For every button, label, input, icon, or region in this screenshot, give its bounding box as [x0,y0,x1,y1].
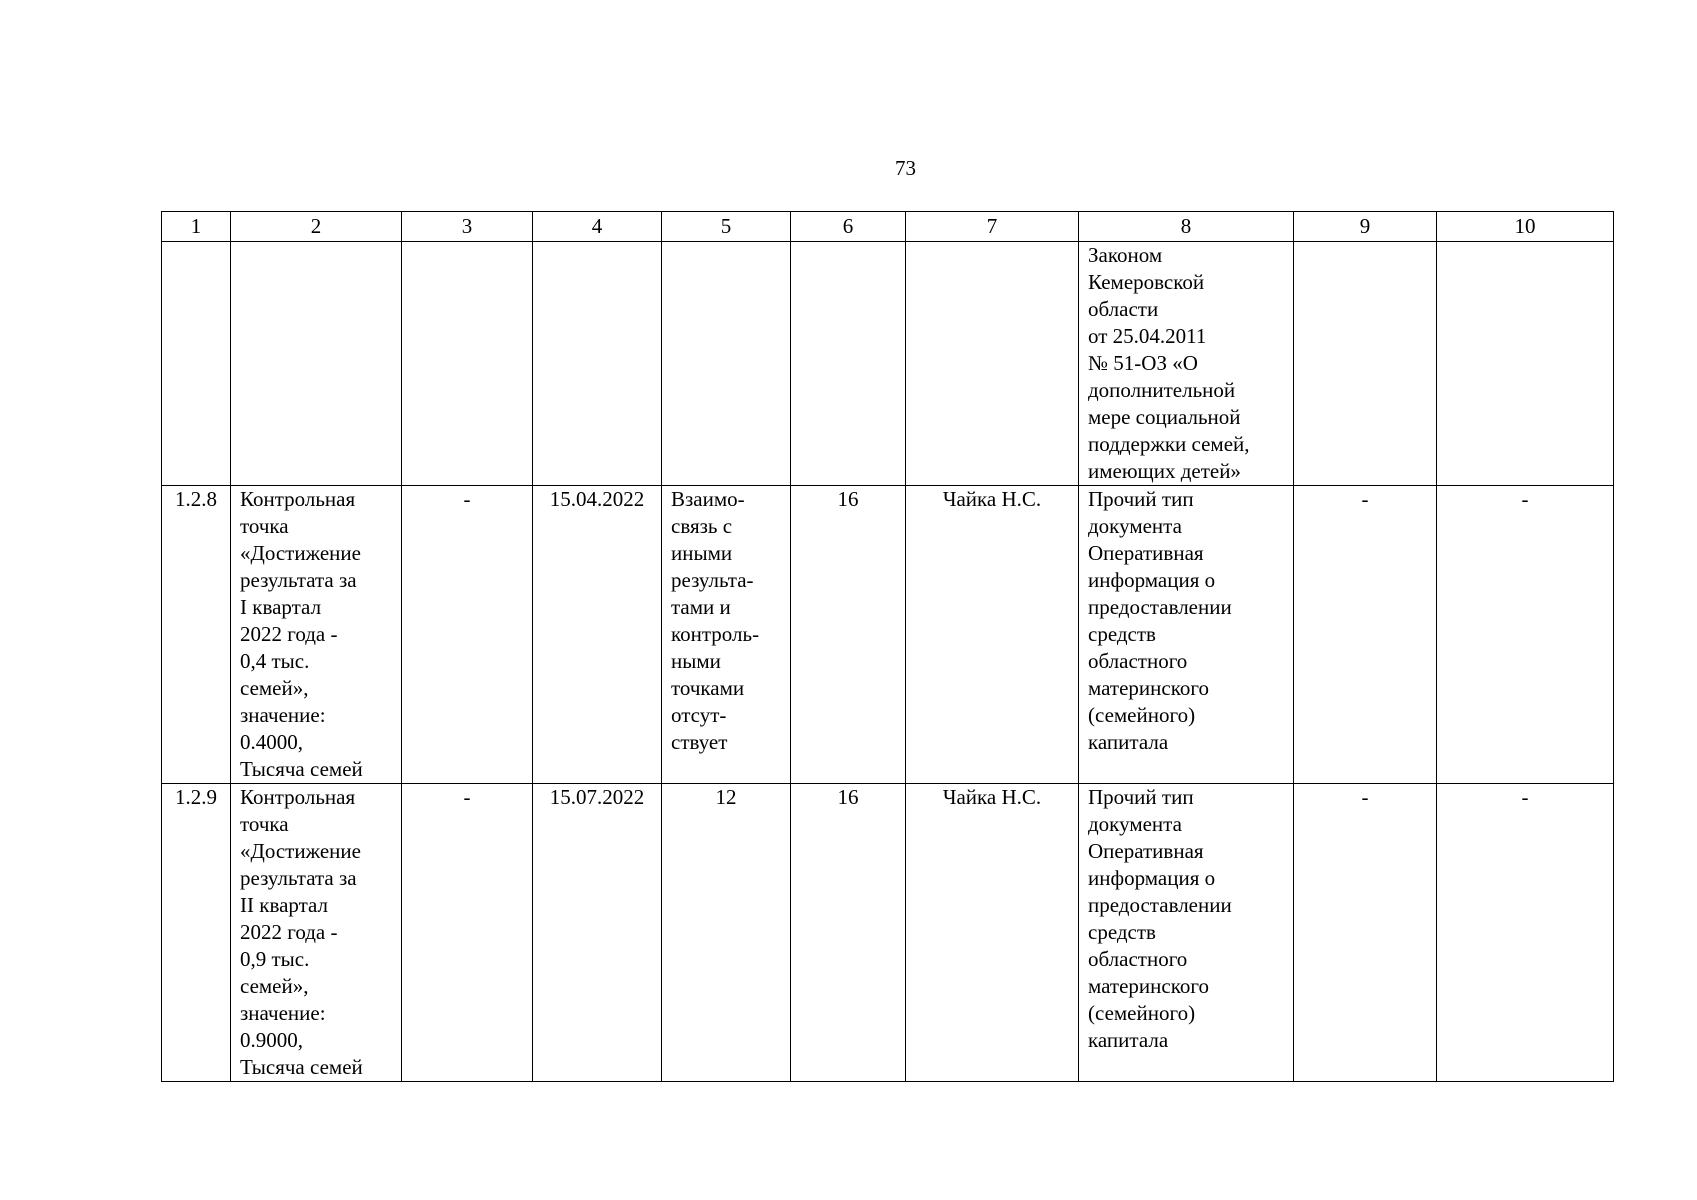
text-line: предоставлении [1088,595,1232,619]
text-line: средств [1088,920,1156,944]
text-line: капитала [1088,730,1169,754]
name-cell [231,486,402,784]
text-line: результа- [671,568,754,592]
col3-cell: - [402,486,533,784]
text-line: мере социальной [1088,405,1241,429]
text-line: точками [671,676,745,700]
text-line: значение: [240,1001,326,1025]
row-number-cell [162,242,231,486]
text-line: точка [240,812,289,836]
text-line: 2022 года - [240,622,338,646]
col10-cell: - [1437,486,1614,784]
text-line: Прочий тип [1088,785,1194,809]
text-line: № 51-ОЗ «О [1088,351,1198,375]
text-line: поддержки семей, [1088,432,1250,456]
name-cell [231,784,402,1082]
text-line: 2022 года - [240,920,338,944]
header-cell: 6 [791,212,906,242]
text-line: II квартал [240,893,329,917]
date-cell: 15.07.2022 [533,784,662,1082]
text-line: материнского [1088,676,1209,700]
text-line: ными [671,649,721,673]
text-line: областного [1088,649,1188,673]
text-line: Тысяча семей [240,757,363,781]
text-line: Тысяча семей [240,1055,363,1079]
relation-cell [662,242,791,486]
text-line: ствует [671,730,728,754]
header-cell: 7 [906,212,1079,242]
text-line: связь с [671,514,733,538]
text-line: отсут- [671,703,727,727]
header-cell: 4 [533,212,662,242]
text-line: тами и [671,595,731,619]
col6-cell: 16 [791,486,906,784]
col6-cell [791,242,906,486]
text-line: материнского [1088,974,1209,998]
col9-cell: - [1294,486,1437,784]
relation-cell [662,486,791,784]
document-cell [1079,242,1294,486]
text-line: информация о [1088,568,1216,592]
text-line: семей», [240,974,309,998]
text-line: точка [240,514,289,538]
header-cell: 8 [1079,212,1294,242]
text-line: Законом [1088,243,1163,267]
text-line: 0,4 тыс. [240,649,310,673]
relation-cell [662,784,791,1082]
text-line: Оперативная [1088,541,1204,565]
header-cell: 9 [1294,212,1437,242]
col10-cell [1437,242,1614,486]
col10-cell: - [1437,784,1614,1082]
text-line: 0.9000, [240,1028,303,1052]
table-row [162,242,1614,486]
header-cell: 3 [402,212,533,242]
text-line: (семейного) [1088,703,1196,727]
text-line: предоставлении [1088,893,1232,917]
text-line: семей», [240,676,309,700]
text-line: результата за [240,568,357,592]
text-line: Оперативная [1088,839,1204,863]
col3-cell: - [402,784,533,1082]
row-number-cell: 1.2.8 [162,486,231,784]
text-line: дополнительной [1088,378,1236,402]
text-line: Контрольная [240,785,356,809]
header-cell: 5 [662,212,791,242]
text-line: 0.4000, [240,730,303,754]
text-line: 12 [715,785,737,809]
document-cell [1079,486,1294,784]
text-line: 0,9 тыс. [240,947,310,971]
text-line: иными [671,541,733,565]
col3-cell [402,242,533,486]
header-cell: 1 [162,212,231,242]
table-row [162,486,1614,784]
text-line: Кемеровской [1088,270,1205,294]
text-line: информация о [1088,866,1216,890]
responsible-cell: Чайка Н.С. [906,784,1079,1082]
table-row [162,784,1614,1082]
page-number: 73 [895,156,916,180]
col9-cell [1294,242,1437,486]
header-cell: 2 [231,212,402,242]
text-line: области [1088,297,1159,321]
text-line: I квартал [240,595,322,619]
text-line: Контрольная [240,487,356,511]
date-cell: 15.04.2022 [533,486,662,784]
document-cell [1079,784,1294,1082]
row-number-cell: 1.2.9 [162,784,231,1082]
document-table [161,211,1614,1082]
text-line: документа [1088,514,1182,538]
text-line: от 25.04.2011 [1088,324,1207,348]
text-line: капитала [1088,1028,1169,1052]
responsible-cell [906,242,1079,486]
text-line: областного [1088,947,1188,971]
name-cell [231,242,402,486]
header-cell: 10 [1437,212,1614,242]
col9-cell: - [1294,784,1437,1082]
text-line: Взаимо- [671,487,745,511]
table-header-row [162,212,1614,242]
text-line: контроль- [671,622,760,646]
responsible-cell: Чайка Н.С. [906,486,1079,784]
text-line: документа [1088,812,1182,836]
text-line: имеющих детей» [1088,459,1241,483]
text-line: значение: [240,703,326,727]
text-line: «Достижение [240,839,361,863]
col6-cell: 16 [791,784,906,1082]
text-line: «Достижение [240,541,361,565]
text-line: средств [1088,622,1156,646]
text-line: Прочий тип [1088,487,1194,511]
text-line: (семейного) [1088,1001,1196,1025]
date-cell [533,242,662,486]
text-line: результата за [240,866,357,890]
